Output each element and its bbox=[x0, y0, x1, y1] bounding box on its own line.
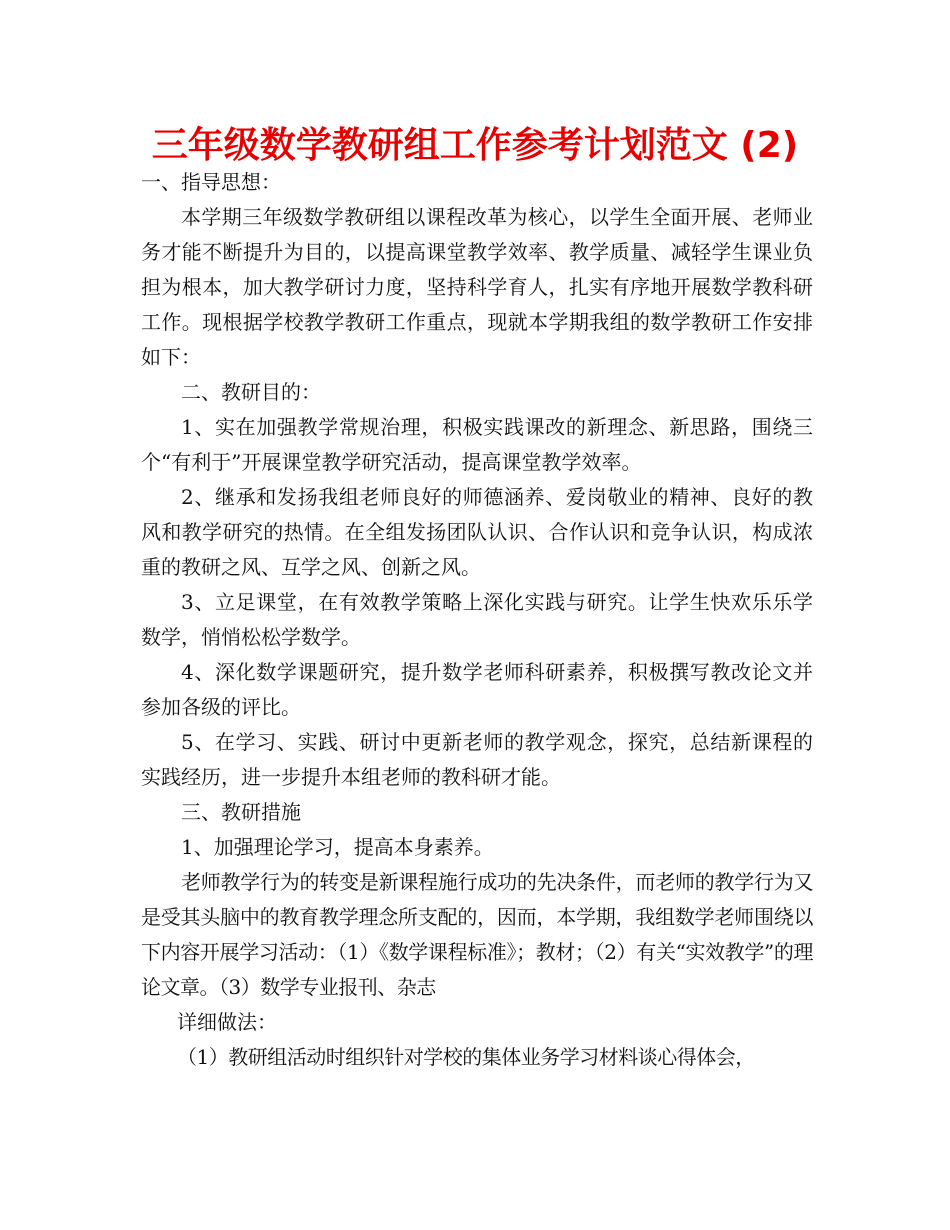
section-heading-research-goals: 二、教研目的： bbox=[181, 380, 321, 404]
method-item-1: （1）教研组活动时组织针对学校的集体业务学习材料谈心得体会， bbox=[177, 1045, 755, 1069]
goal-item-4: 4、深化数学课题研究，提升数学老师科研素养，积极撰写教改论文并参加各级的评比。 bbox=[141, 660, 813, 719]
goal-item-1: 1、实在加强教学常规治理，积极实践课改的新理念、新思路，围绕三个“有利于”开展课堂教学研究活动，提高课堂教学效率。 bbox=[141, 415, 813, 474]
document-title: 三年级数学教研组工作参考计划范文 (2) bbox=[151, 125, 799, 166]
section-heading-guiding-thought: 一、指导思想： bbox=[141, 170, 281, 194]
goal-item-3: 3、立足课堂，在有效教学策略上深化实践与研究。让学生快欢乐乐学数学，悄悄松松学数学。 bbox=[141, 590, 813, 649]
document-body bbox=[141, 165, 813, 1075]
section-heading-research-measures: 三、教研措施 bbox=[181, 800, 301, 824]
subheading-detailed-method: 详细做法： bbox=[177, 1010, 277, 1034]
paragraph-teacher-behavior: 老师教学行为的转变是新课程施行成功的先决条件，而老师的教学行为又是受其头脑中的教育教学理念所支配的，因而，本学期，我组数学老师围绕以下内容开展学习活动：（1）《数学课程标准》；教材；（2）有关“实效教学”的理论文章。（3）数学专业报刊、杂志 bbox=[141, 870, 813, 999]
goal-item-2: 2、继承和发扬我组老师良好的师德涵养、爱岗敬业的精神、良好的教风和教学研究的热情。在全组发扬团队认识、合作认识和竞争认识，构成浓重的教研之风、互学之风、创新之风。 bbox=[141, 485, 813, 579]
paragraph-intro: 本学期三年级数学教研组以课程改革为核心，以学生全面开展、老师业务才能不断提升为目的，以提高课堂教学效率、教学质量、减轻学生课业负担为根本，加大教学研讨力度，坚持科学育人，扎实有序地开展数学教科研工作。现根据学校教学教研工作重点，现就本学期我组的数学教研工作安排如下： bbox=[141, 205, 813, 369]
goal-item-5: 5、在学习、实践、研讨中更新老师的教学观念，探究，总结新课程的实践经历，进一步提升本组老师的教科研才能。 bbox=[141, 730, 813, 789]
measure-item-1: 1、加强理论学习，提高本身素养。 bbox=[181, 835, 494, 859]
